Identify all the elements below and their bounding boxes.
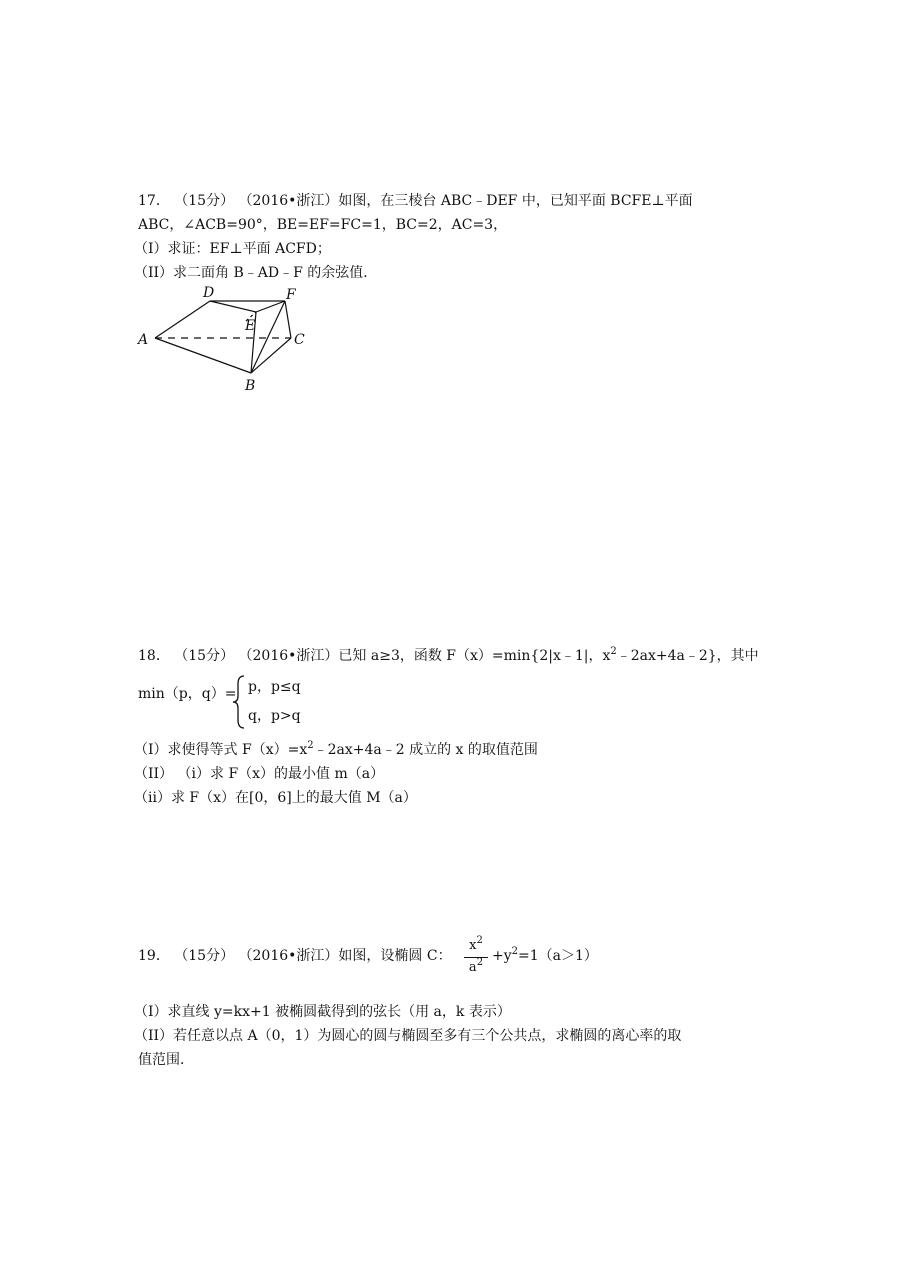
problem-18-part-1a: （I）求使得等式 F（x）=x (134, 742, 308, 758)
problem-19-part-2-cont: 值范围． (138, 1052, 194, 1068)
edge-ad (155, 301, 210, 338)
fraction-numerator: $x^2$ (469, 935, 483, 953)
edge-fc (285, 301, 291, 338)
fraction-denominator: $a^2$ (468, 957, 484, 975)
frustum-figure (134, 284, 324, 396)
label-e: E (245, 318, 256, 334)
piecewise-case-1: p，p≤q (248, 679, 301, 695)
piecewise-case-2: q，p>q (248, 708, 301, 724)
label-b: B (245, 378, 256, 394)
problem-17-part-2: （II）求二面角 B﹣AD﹣F 的余弦值． (134, 265, 378, 281)
problem-17-line-1: 17． （15分） （2016•浙江）如图，在三棱台 ABC﹣DEF 中，已知平面 BCFE⊥平面 (138, 193, 693, 209)
problem-19-part-2: （II）若任意以点 A（0，1）为圆心的圆与椭圆至多有三个公共点，求椭圆的离心率的取 (134, 1028, 682, 1044)
label-a: A (138, 332, 149, 348)
problem-19-part-1: （I）求直线 y=kx+1 被椭圆截得到的弦长（用 a，k 表示） (134, 1004, 511, 1020)
problem-17-part-1: （I）求证：EF⊥平面 ACFD； (134, 241, 331, 257)
problem-18-sup: 2 (610, 646, 617, 657)
problem-18-line-1 (138, 647, 759, 667)
label-c: C (294, 332, 305, 348)
problem-17-line-2: ABC，∠ACB=90°，BE=EF=FC=1，BC=2，AC=3， (138, 217, 508, 233)
problem-18-part-2: （II） （i）求 F（x）的最小值 m（a） (134, 766, 385, 782)
problem-19-line-1a: 19． （15分） （2016•浙江）如图，设椭圆 C： (138, 948, 452, 964)
fraction-bar (464, 957, 488, 958)
edge-bc (251, 338, 291, 373)
problem-18-line-1a: 18． （15分） （2016•浙江）已知 a≥3，函数 F（x）=min{2|x﹣1|，x (138, 648, 611, 664)
problem-18-part-3: （ii）求 F（x）在[0，6]上的最大值 M（a） (134, 790, 417, 806)
problem-18-line-1b: ﹣2ax+4a﹣2}，其中 (616, 648, 759, 664)
ellipse-fraction (464, 935, 488, 977)
piecewise-brace (232, 674, 248, 730)
problem-18-part-1 (134, 741, 538, 761)
label-f: F (286, 287, 296, 303)
problem-19-line-1b: $+y^2=1(a>1)$ (492, 946, 598, 964)
min-definition-label: min（p，q）= (138, 686, 237, 702)
edge-de (210, 301, 256, 312)
problem-18-part-1-sup: 2 (307, 740, 314, 751)
edge-ab (155, 338, 251, 373)
label-d: D (203, 285, 215, 301)
problem-18-part-1b: ﹣2ax+4a﹣2 成立的 x 的取值范围 (313, 742, 538, 758)
